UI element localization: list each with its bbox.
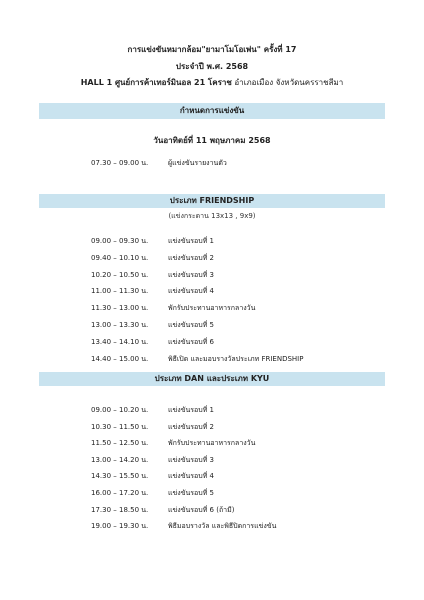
schedule-row xyxy=(91,320,214,330)
row-activity: แข่งขันรอบที่ 6 xyxy=(168,337,214,346)
schedule-row-opening xyxy=(91,158,227,168)
row-activity: แข่งขันรอบที่ 2 xyxy=(168,253,214,262)
row-activity: แข่งขันรอบที่ 2 xyxy=(168,422,214,431)
row-activity: แข่งขันรอบที่ 5 xyxy=(168,321,214,329)
row-time: 10.20 – 10.50 น. xyxy=(91,270,149,279)
schedule-row xyxy=(91,438,255,448)
row-time: 11.50 – 12.50 น. xyxy=(91,439,149,448)
row-activity: แข่งขันรอบที่ 5 xyxy=(168,489,214,497)
venue-location: อำเภอเมือง จังหวัดนครราชสีมา xyxy=(231,78,344,87)
row-activity: แข่งขันรอบที่ 3 xyxy=(168,270,214,279)
venue-name: HALL 1 ศูนย์การค้าเทอร์มินอล 21 โคราช xyxy=(80,78,232,87)
row-activity: แข่งขันรอบที่ 6 (ถ้ามี) xyxy=(168,505,235,514)
schedule-row xyxy=(91,286,214,296)
row-time: 11.30 – 13.00 น. xyxy=(91,304,149,313)
schedule-row xyxy=(91,455,214,465)
schedule-row xyxy=(91,422,214,432)
row-time: 13.00 – 13.30 น. xyxy=(91,321,149,329)
row-time: 16.00 – 17.20 น. xyxy=(91,489,149,497)
row-time: 09.00 – 09.30 น. xyxy=(91,237,149,245)
schedule-row xyxy=(91,471,214,481)
row-time: 17.30 – 18.50 น. xyxy=(91,505,149,514)
schedule-row xyxy=(91,270,214,280)
schedule-row xyxy=(91,505,234,515)
event-venue xyxy=(0,76,424,89)
row-time: 10.30 – 11.50 น. xyxy=(91,422,149,431)
row-activity: พิธีเปิด และมอบรางวัลประเภท FRIENDSHIP xyxy=(168,354,304,363)
row-time: 09.00 – 10.20 น. xyxy=(91,406,149,414)
row-time: 09.40 – 10.10 น. xyxy=(91,253,149,262)
row-activity: พักรับประทานอาหารกลางวัน xyxy=(168,304,256,313)
row-activity: แข่งขันรอบที่ 4 xyxy=(168,472,214,481)
friendship-note: (แข่งกระดาน 13x13 , 9x9) xyxy=(168,212,256,220)
schedule-row xyxy=(91,253,214,263)
event-title: การแข่งขันหมากล้อม"ยามาโมโอเพ่น" ครั้งที่ 17 xyxy=(127,45,297,54)
row-activity: แข่งขันรอบที่ 4 xyxy=(168,287,214,296)
schedule-row xyxy=(91,337,214,347)
row-activity: พักรับประทานอาหารกลางวัน xyxy=(168,439,256,448)
date-heading: วันอาทิตย์ที่ 11 พฤษภาคม 2568 xyxy=(153,136,271,145)
event-year: ประจำปี พ.ศ. 2568 xyxy=(175,62,249,71)
row-time: 19.00 – 19.30 น. xyxy=(91,522,149,531)
schedule-banner: กำหนดการแข่งขัน xyxy=(39,103,385,119)
row-activity: แข่งขันรอบที่ 1 xyxy=(168,237,214,245)
schedule-row xyxy=(91,236,214,246)
schedule-row xyxy=(91,354,303,364)
row-activity: แข่งขันรอบที่ 1 xyxy=(168,406,214,414)
row-activity: พิธีมอบรางวัล และพิธีปิดการแข่งขัน xyxy=(168,522,277,531)
row-activity: ผู้แข่งขันรายงานตัว xyxy=(168,159,227,167)
schedule-row xyxy=(91,405,214,415)
row-time: 11.00 – 11.30 น. xyxy=(91,287,149,296)
row-activity: แข่งขันรอบที่ 3 xyxy=(168,455,214,464)
row-time: 14.30 – 15.50 น. xyxy=(91,472,149,481)
schedule-row xyxy=(91,488,214,498)
dan-kyu-banner: ประเภท DAN และประเภท KYU xyxy=(39,372,385,386)
schedule-row xyxy=(91,521,276,531)
row-time: 07.30 – 09.00 น. xyxy=(91,159,149,167)
row-time: 13.40 – 14.10 น. xyxy=(91,337,149,346)
row-time: 13.00 – 14.20 น. xyxy=(91,455,149,464)
row-time: 14.40 – 15.00 น. xyxy=(91,354,149,363)
schedule-row xyxy=(91,303,255,313)
friendship-banner: ประเภท FRIENDSHIP xyxy=(39,194,385,208)
